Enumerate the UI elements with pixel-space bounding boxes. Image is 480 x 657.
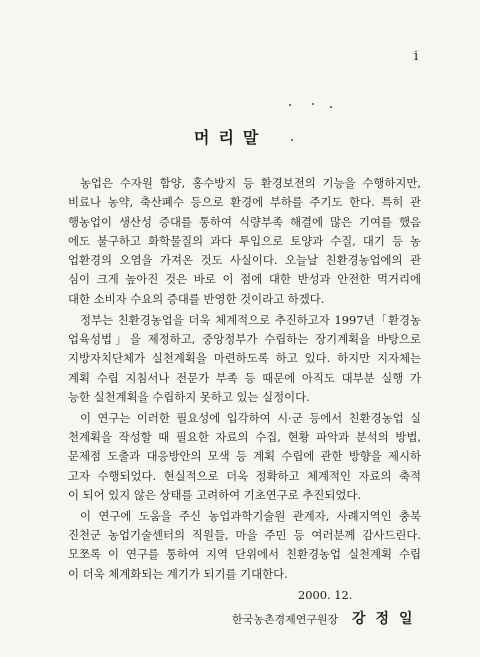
text-line: 지방자치단체가 실천계획을 마련하도록 하고 있다. 하지만 지자체는 bbox=[68, 351, 421, 366]
signature-organization: 한국농촌경제연구원장 bbox=[232, 613, 339, 626]
text-line: 능한 실천계획을 수립하지 못하고 있는 실정이다. bbox=[68, 389, 310, 404]
scan-speck bbox=[330, 106, 332, 108]
text-line: 고자 수행되었다. 현실적으로 더욱 정확하고 체계적인 자료의 축적 bbox=[68, 468, 421, 483]
text-line: 대한 소비자 수요의 증대를 반영한 것이라고 하겠다. bbox=[68, 291, 325, 306]
text-line: 천계획을 작성할 때 필요한 자료의 수집, 현황 파악과 분석의 방법, bbox=[68, 430, 421, 445]
text-line: 업육성법」을 제정하고, 중앙정부가 수립하는 장기계획을 바탕으로 bbox=[68, 331, 421, 346]
date: 2000. 12. bbox=[298, 588, 353, 602]
paragraph bbox=[68, 409, 421, 505]
page-number: i bbox=[414, 49, 419, 64]
scan-speck bbox=[312, 103, 314, 105]
preface-body bbox=[68, 174, 421, 586]
text-line: 이 더욱 체계화되는 계기가 되기를 기대한다. bbox=[68, 566, 288, 581]
text-line: 심이 크게 높아진 것은 바로 이 점에 대한 반성과 안전한 먹거리에 bbox=[68, 272, 421, 287]
text-line: 이 되어 있지 않은 상태를 고려하여 기초연구로 추진되었다. bbox=[68, 487, 362, 502]
text-line: 비료나 농약, 축산폐수 등으로 환경에 부하를 주기도 한다. 특히 관 bbox=[68, 195, 421, 210]
scan-speck bbox=[289, 104, 291, 106]
text-line: 문제점 도출과 대응방안의 모색 등 계획 수립에 관한 방향을 제시하 bbox=[68, 449, 421, 464]
text-line: 정부는 친환경농업을 더욱 체계적으로 추진하고자 1997년「환경농 bbox=[80, 312, 421, 327]
text-line: 농업은 수자원 함양, 홍수방지 등 환경보전의 기능을 수행하지만, bbox=[80, 176, 421, 190]
text-line: 에도 불구하고 화학물질의 과다 투입으로 토양과 수질, 대기 등 농 bbox=[68, 233, 421, 248]
text-line: 이 연구는 이러한 필요성에 입각하여 시·군 등에서 친환경농업 실 bbox=[80, 410, 421, 425]
paragraph bbox=[68, 311, 421, 407]
page-title: 머리말 bbox=[194, 128, 268, 147]
text-line: 모쪼록 이 연구를 통하여 지역 단위에서 친환경농업 실천계획 수립 bbox=[68, 547, 421, 562]
text-line: 이 연구에 도움을 주신 농업과학기술원 관계자, 사례지역인 충북 bbox=[80, 508, 421, 523]
signature-name: 강정일 bbox=[352, 611, 423, 627]
text-line: 계획 수립 지침서나 전문가 부족 등 때문에 아직도 대부분 실행 가 bbox=[68, 370, 421, 385]
paragraph bbox=[68, 174, 421, 309]
scan-speck bbox=[291, 139, 293, 141]
text-line: 행농업이 생산성 증대를 통하여 식량부족 해결에 많은 기여를 했음 bbox=[68, 214, 421, 229]
text-line: 진천군 농업기술센터의 직원들, 마을 주민 등 여러분께 감사드린다. bbox=[68, 528, 421, 543]
text-line: 업환경의 오염을 가져온 것도 사실이다. 오늘날 친환경농업에의 관 bbox=[68, 253, 421, 268]
paragraph bbox=[68, 507, 421, 584]
